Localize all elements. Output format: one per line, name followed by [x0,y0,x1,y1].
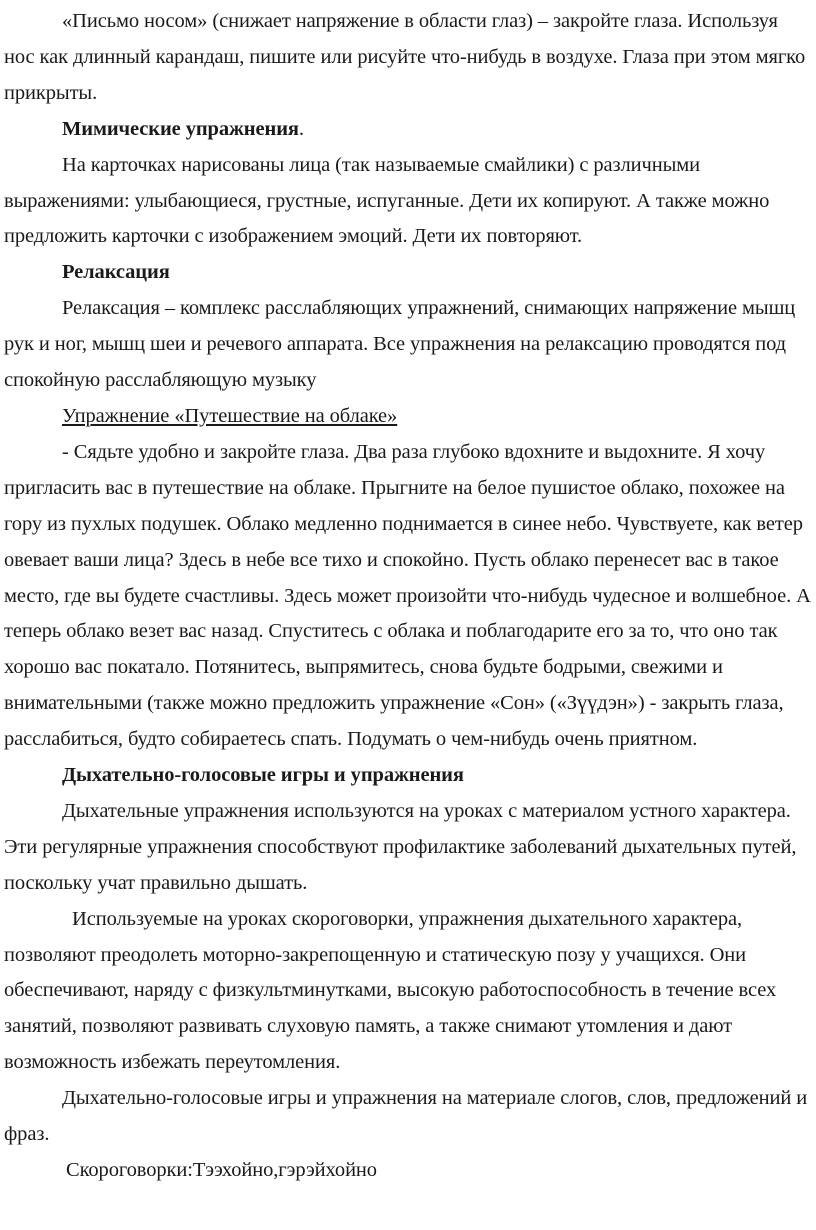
heading-breathing-games: Дыхательно-голосовые игры и упражнения [62,764,464,787]
heading-relaxation: Релаксация [62,261,170,284]
paragraph-cloud-journey: - Сядьте удобно и закройте глаза. Два раза глубоко вдохните и выдохните. Я хочу пригласить вас в путешествие на облаке. Прыгните на белое пушистое облако, похожее на гору из пухлых подушек. Облако медленно поднимается в синее небо. Чувствуете, как ветер овевает ваши лица? Здесь в небе все тихо и спокойно. Пусть облако перенесет вас в такое место, где вы будете счастливы. Здесь может произойти что-нибудь чудесное и волшебное. А теперь облако везет вас назад. Спуститесь с облака и поблагодарите его за то, что оно так хорошо вас покатало. Потянитесь, выпрямитесь, снова будьте бодрыми, свежими и внимательными (также можно предложить упражнение «Сон» («Зүүдэн») - закрыть глаза, расслабиться, будто собираетесь спать. Подумать о чем-нибудь очень приятном. [4,440,811,751]
heading-mimic-exercises [4,112,812,148]
paragraph-tongue-twisters-usage: Используемые на уроках скороговорки, упражнения дыхательного характера, позволяют преодолеть моторно-закрепощенную и статическую позу у учащихся. Они обеспечивают, наряду с физкультминутками, высокую работоспособность в течение всех занятий, позволяют развивать слуховую память, а также снимают утомления и дают возможность избежать переутомления. [4,907,777,1074]
paragraph-breathing-exercises: Дыхательные упражнения используются на уроках с материалом устного характера. Эти регулярные упражнения способствуют профилактике заболеваний дыхательных путей, поскольку учат правильно дышать. [4,799,797,894]
paragraph-nose-writing: «Письмо носом» (снижает напряжение в области глаз) – закройте глаза. Используя нос как длинный карандаш, пишите или рисуйте что-нибудь в воздухе. Глаза при этом мягко прикрыты. [4,10,806,104]
heading-mimic-period: . [298,117,304,140]
paragraph-syllable-games: Дыхательно-голосовые игры и упражнения на материале слогов, слов, предложений и фраз. [4,1087,808,1146]
heading-mimic-exercises-text: Мимические упражнения [62,117,299,140]
subheading-cloud-journey: Упражнение «Путешествие на облаке» [62,404,398,427]
document-page [4,4,812,1189]
paragraph-tongue-twisters: Скороговорки:Тээхойно,гэрэйхойно [66,1159,377,1181]
paragraph-relaxation: Релаксация – комплекс расслабляющих упражнений, снимающих напряжение мышц рук и ног, мышц шеи и речевого аппарата. Все упражнения на релаксацию проводятся под спокойную расслабляющую музыку [4,297,796,392]
paragraph-smiley-cards: На карточках нарисованы лица (так называемые смайлики) с различными выражениями: улыбающиеся, грустные, испуганные. Дети их копируют. А также можно предложить карточки с изображением эмоций. Дети их повторяют. [4,153,770,248]
